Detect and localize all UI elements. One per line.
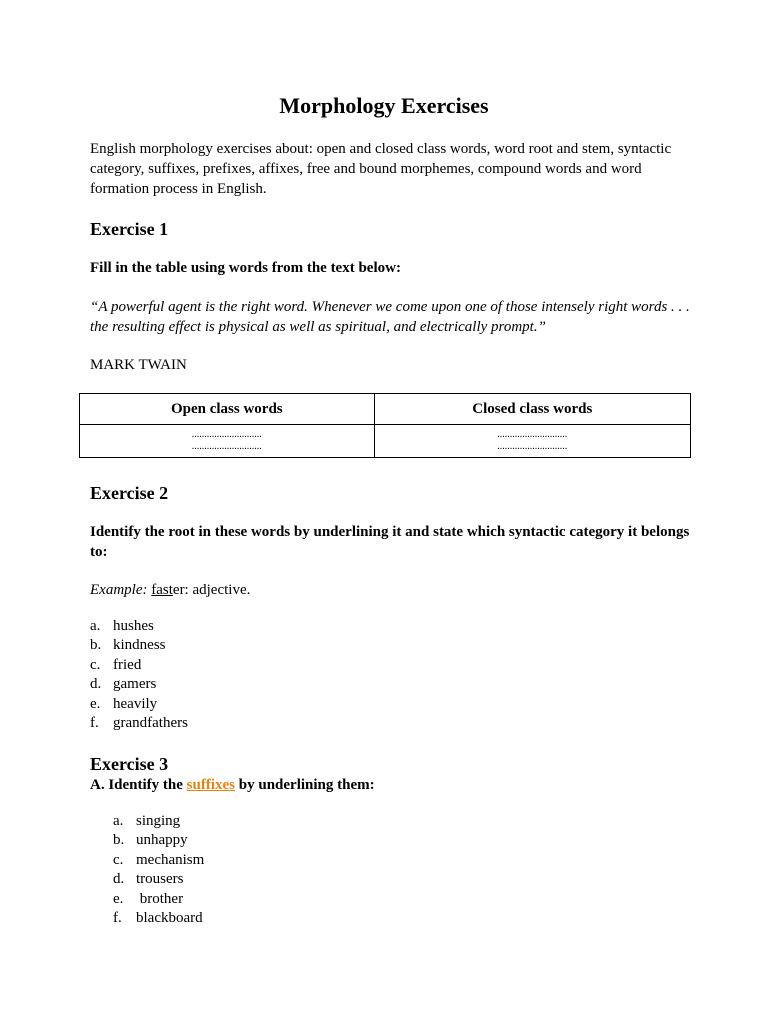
list-word: grandfathers <box>113 715 188 732</box>
list-marker: a. <box>113 813 124 829</box>
list-item <box>90 636 188 655</box>
list-word: heavily <box>113 695 158 712</box>
list-item <box>90 675 188 694</box>
list-word: mechanism <box>136 851 205 868</box>
blank-line: ............................ <box>191 441 262 452</box>
list-word: gamers <box>113 676 157 693</box>
list-marker: e. <box>113 890 124 907</box>
exercise2-heading: Exercise 2 <box>90 483 169 503</box>
list-item <box>113 909 204 928</box>
list-word: fried <box>113 656 142 673</box>
exercise2-instruction: Identify the root in these words by underlining it and state which syntactic category it belongs to: <box>90 524 690 560</box>
list-word: brother <box>136 890 184 907</box>
list-word: singing <box>136 813 181 829</box>
exercise2-word-list <box>90 617 188 733</box>
quote-text: “A powerful agent is the right word. Whenever we come upon one of those intensely right words . . . the resulting effect is physical as well as spiritual, and electrically prompt.” <box>90 299 690 335</box>
list-marker: d. <box>90 676 102 693</box>
list-marker: c. <box>90 656 101 673</box>
list-marker: b. <box>90 637 102 654</box>
quote-author: MARK TWAIN <box>90 357 187 373</box>
example-rest: er: adjective. <box>172 582 251 598</box>
instruction-post: by underlining them: <box>235 777 375 793</box>
list-item <box>90 656 188 675</box>
list-item <box>113 851 204 870</box>
intro-paragraph: English morphology exercises about: open and closed class words, word root and stem, syntactic category, suffixes, prefixes, affixes, free and bound morphemes, compound words and word formation process in English. <box>90 141 672 197</box>
exercise3-instruction <box>90 775 690 795</box>
list-word: unhappy <box>136 832 188 849</box>
list-item <box>90 617 188 636</box>
example-line <box>90 580 690 600</box>
exercise3-heading: Exercise 3 <box>90 754 169 774</box>
list-marker: d. <box>113 871 125 888</box>
list-marker: a. <box>90 618 101 634</box>
list-word: blackboard <box>136 910 203 927</box>
example-label: Example: <box>90 582 148 598</box>
list-item <box>113 812 204 831</box>
table-cell-closed[interactable] <box>374 425 690 458</box>
list-word: trousers <box>136 871 184 888</box>
list-word: hushes <box>113 618 154 634</box>
list-marker: e. <box>90 695 101 712</box>
table-header-open: Open class words <box>80 394 375 425</box>
example-root: fast <box>151 582 173 598</box>
list-marker: f. <box>90 715 99 732</box>
blank-line: ............................ <box>497 429 568 440</box>
list-marker: b. <box>113 832 125 849</box>
exercise1-heading: Exercise 1 <box>90 219 169 239</box>
list-item <box>113 831 204 850</box>
blank-line: ............................ <box>497 441 568 452</box>
exercise1-instruction: Fill in the table using words from the text below: <box>90 260 401 276</box>
exercise3-word-list <box>113 812 204 928</box>
list-item <box>90 695 188 714</box>
page-title: Morphology Exercises <box>279 93 489 118</box>
list-marker: f. <box>113 910 122 927</box>
list-word: kindness <box>113 637 166 654</box>
table-cell-open[interactable] <box>80 425 375 458</box>
list-item <box>90 714 188 733</box>
instruction-pre: A. Identify the <box>90 777 187 793</box>
list-marker: c. <box>113 851 124 868</box>
list-item <box>113 870 204 889</box>
table-header-closed: Closed class words <box>374 394 690 425</box>
word-class-table <box>79 393 691 458</box>
blank-line: ............................ <box>191 429 262 440</box>
suffixes-link[interactable]: suffixes <box>186 777 236 793</box>
list-item <box>113 890 204 909</box>
